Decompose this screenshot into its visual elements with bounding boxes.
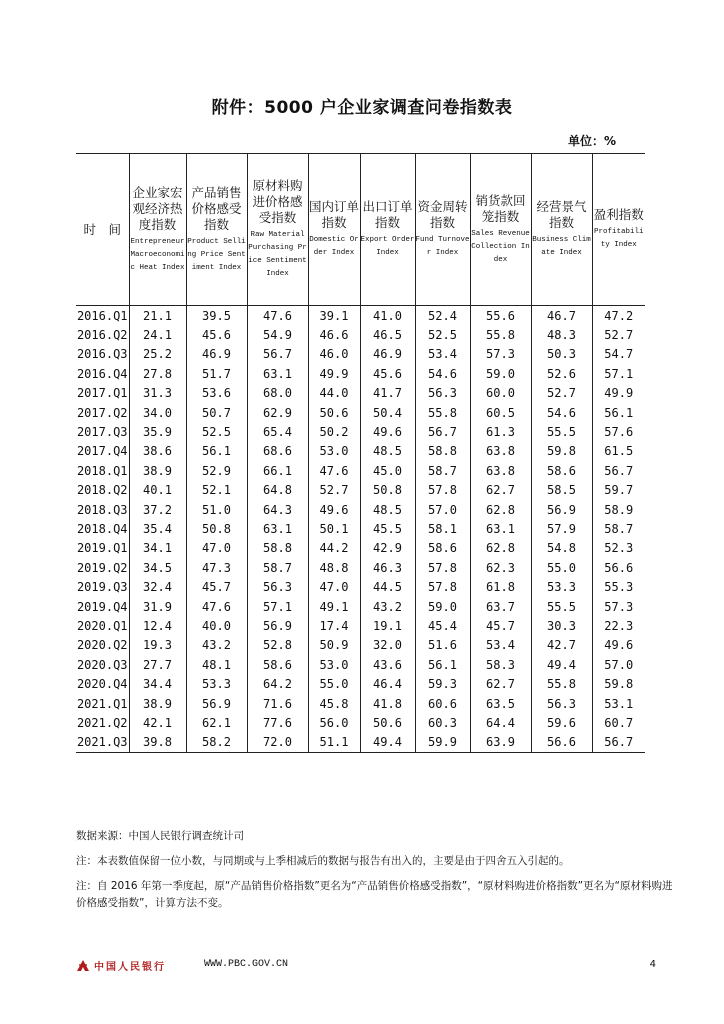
value-cell: 58.1 (415, 519, 470, 538)
table-row (76, 694, 645, 713)
value-cell: 34.1 (129, 539, 186, 558)
value-cell: 62.7 (470, 674, 531, 693)
value-cell: 63.5 (470, 694, 531, 713)
rename-note: 注：自 2016 年第一季度起，原“产品销售价格指数”更名为“产品销售价格感受指数”，“原材料购进价格指数”更名为“原材料购进价格感受指数”，计算方法不变。 (76, 880, 673, 909)
value-cell: 58.6 (531, 461, 592, 480)
value-cell: 53.4 (415, 345, 470, 364)
value-cell: 53.1 (592, 694, 645, 713)
value-cell: 58.8 (247, 539, 308, 558)
value-cell: 45.7 (470, 616, 531, 635)
value-cell: 31.3 (129, 384, 186, 403)
value-cell: 40.1 (129, 481, 186, 500)
value-cell: 55.8 (531, 674, 592, 693)
table-row (76, 422, 645, 441)
value-cell: 56.3 (415, 384, 470, 403)
period-cell: 2021.Q2 (76, 715, 128, 730)
value-cell: 57.8 (415, 577, 470, 596)
value-cell: 34.0 (129, 403, 186, 422)
value-cell: 62.8 (470, 539, 531, 558)
value-cell: 63.7 (470, 597, 531, 616)
value-cell: 35.9 (129, 422, 186, 441)
value-cell: 59.7 (592, 481, 645, 500)
value-cell: 49.6 (360, 422, 415, 441)
value-cell: 63.1 (470, 519, 531, 538)
value-cell: 27.7 (129, 655, 186, 674)
value-cell: 51.1 (308, 733, 360, 753)
value-cell: 58.3 (470, 655, 531, 674)
value-cell: 55.0 (308, 674, 360, 693)
value-cell: 54.6 (531, 403, 592, 422)
value-cell: 39.1 (308, 306, 360, 326)
value-cell: 44.2 (308, 539, 360, 558)
notes-section (76, 828, 676, 916)
value-cell: 57.3 (592, 597, 645, 616)
value-cell: 46.5 (360, 325, 415, 344)
value-cell: 50.1 (308, 519, 360, 538)
value-cell: 50.8 (360, 481, 415, 500)
value-cell: 56.7 (592, 733, 645, 753)
value-cell: 44.0 (308, 384, 360, 403)
value-cell: 60.3 (415, 713, 470, 732)
value-cell: 53.0 (308, 655, 360, 674)
value-cell: 63.9 (470, 733, 531, 753)
col-header-profitability: 盈利指数 Profitability Index (592, 154, 645, 306)
value-cell: 57.0 (592, 655, 645, 674)
value-cell: 56.7 (247, 345, 308, 364)
value-cell: 51.0 (186, 500, 247, 519)
period-cell: 2021.Q1 (76, 696, 128, 711)
value-cell: 19.3 (129, 636, 186, 655)
value-cell: 57.8 (415, 481, 470, 500)
period-cell: 2019.Q1 (76, 541, 128, 556)
value-cell: 45.6 (360, 364, 415, 383)
value-cell: 61.3 (470, 422, 531, 441)
value-cell: 47.6 (308, 461, 360, 480)
value-cell: 72.0 (247, 733, 308, 753)
period-cell: 2020.Q4 (76, 677, 128, 692)
value-cell: 46.4 (360, 674, 415, 693)
value-cell: 48.1 (186, 655, 247, 674)
value-cell: 53.6 (186, 384, 247, 403)
table-row (76, 519, 645, 538)
period-cell: 2020.Q3 (76, 657, 128, 672)
value-cell: 12.4 (129, 616, 186, 635)
value-cell: 64.4 (470, 713, 531, 732)
value-cell: 27.8 (129, 364, 186, 383)
value-cell: 57.0 (415, 500, 470, 519)
table-row (76, 403, 645, 422)
value-cell: 64.3 (247, 500, 308, 519)
value-cell: 53.3 (186, 674, 247, 693)
period-cell: 2017.Q2 (76, 405, 128, 420)
value-cell: 58.8 (415, 442, 470, 461)
value-cell: 31.9 (129, 597, 186, 616)
period-cell: 2018.Q3 (76, 502, 128, 517)
footer-url[interactable]: WWW.PBC.GOV.CN (204, 959, 289, 970)
value-cell: 34.4 (129, 674, 186, 693)
period-cell: 2016.Q3 (76, 347, 128, 362)
value-cell: 35.4 (129, 519, 186, 538)
col-header-macro-heat: 企业家宏观经济热度指数 Entrepreneur Macroeconomic Heat Index (129, 154, 186, 306)
value-cell: 56.7 (415, 422, 470, 441)
table-row (76, 558, 645, 577)
col-header-domestic-order: 国内订单指数 Domestic Order Index (308, 154, 360, 306)
col-header-selling-price: 产品销售价格感受指数 Product Selling Price Sentiment Index (186, 154, 247, 306)
value-cell: 52.4 (415, 306, 470, 326)
value-cell: 48.5 (360, 442, 415, 461)
value-cell: 59.6 (531, 713, 592, 732)
value-cell: 51.6 (415, 636, 470, 655)
value-cell: 47.0 (308, 577, 360, 596)
value-cell: 52.1 (186, 481, 247, 500)
table-row (76, 345, 645, 364)
value-cell: 53.4 (470, 636, 531, 655)
value-cell: 61.8 (470, 577, 531, 596)
value-cell: 55.8 (470, 325, 531, 344)
value-cell: 21.1 (129, 306, 186, 326)
value-cell: 62.1 (186, 713, 247, 732)
value-cell: 49.6 (308, 500, 360, 519)
value-cell: 45.0 (360, 461, 415, 480)
value-cell: 43.2 (360, 597, 415, 616)
period-cell: 2020.Q1 (76, 618, 128, 633)
value-cell: 68.6 (247, 442, 308, 461)
value-cell: 43.2 (186, 636, 247, 655)
value-cell: 54.8 (531, 539, 592, 558)
value-cell: 57.9 (531, 519, 592, 538)
value-cell: 53.3 (531, 577, 592, 596)
value-cell: 41.7 (360, 384, 415, 403)
table-row (76, 442, 645, 461)
value-cell: 52.7 (531, 384, 592, 403)
value-cell: 49.4 (360, 733, 415, 753)
value-cell: 62.7 (470, 481, 531, 500)
value-cell: 59.8 (531, 442, 592, 461)
table-row (76, 500, 645, 519)
pbc-logo-icon (76, 959, 90, 972)
period-cell: 2019.Q2 (76, 560, 128, 575)
value-cell: 34.5 (129, 558, 186, 577)
value-cell: 55.6 (470, 306, 531, 326)
value-cell: 56.9 (531, 500, 592, 519)
data-source-note: 数据来源：中国人民银行调查统计司 (76, 830, 244, 842)
value-cell: 49.4 (531, 655, 592, 674)
value-cell: 41.8 (360, 694, 415, 713)
value-cell: 25.2 (129, 345, 186, 364)
value-cell: 52.7 (592, 325, 645, 344)
value-cell: 57.8 (415, 558, 470, 577)
table-row (76, 461, 645, 480)
pbc-logo (76, 958, 166, 973)
table-row (76, 577, 645, 596)
value-cell: 50.8 (186, 519, 247, 538)
table-row (76, 616, 645, 635)
value-cell: 62.9 (247, 403, 308, 422)
page-footer (76, 958, 656, 976)
period-cell: 2017.Q1 (76, 386, 128, 401)
value-cell: 56.3 (531, 694, 592, 713)
value-cell: 46.7 (531, 306, 592, 326)
value-cell: 38.9 (129, 461, 186, 480)
value-cell: 47.3 (186, 558, 247, 577)
table-row (76, 364, 645, 383)
table-body (76, 306, 645, 753)
value-cell: 53.0 (308, 442, 360, 461)
value-cell: 50.6 (308, 403, 360, 422)
period-cell: 2017.Q3 (76, 425, 128, 440)
value-cell: 56.9 (247, 616, 308, 635)
value-cell: 38.9 (129, 694, 186, 713)
value-cell: 17.4 (308, 616, 360, 635)
value-cell: 47.0 (186, 539, 247, 558)
period-cell: 2018.Q4 (76, 521, 128, 536)
value-cell: 49.1 (308, 597, 360, 616)
value-cell: 56.6 (592, 558, 645, 577)
value-cell: 77.6 (247, 713, 308, 732)
col-header-raw-material: 原材料购进价格感受指数 Raw Material Purchasing Price Sentiment Index (247, 154, 308, 306)
value-cell: 59.0 (415, 597, 470, 616)
period-cell: 2016.Q2 (76, 328, 128, 343)
value-cell: 49.9 (308, 364, 360, 383)
table-row (76, 655, 645, 674)
unit-label: 单位：% (567, 134, 616, 148)
logo-text: 中国人民银行 (94, 962, 166, 973)
value-cell: 56.6 (531, 733, 592, 753)
value-cell: 60.5 (470, 403, 531, 422)
value-cell: 32.4 (129, 577, 186, 596)
table-row (76, 733, 645, 753)
value-cell: 71.6 (247, 694, 308, 713)
page-title: 附件：5000 户企业家调查问卷指数表 (211, 98, 513, 118)
period-cell: 2017.Q4 (76, 444, 128, 459)
value-cell: 56.1 (186, 442, 247, 461)
value-cell: 52.5 (186, 422, 247, 441)
value-cell: 43.6 (360, 655, 415, 674)
value-cell: 63.8 (470, 442, 531, 461)
value-cell: 50.2 (308, 422, 360, 441)
value-cell: 42.1 (129, 713, 186, 732)
page-number: 4 (649, 959, 656, 970)
table-row (76, 674, 645, 693)
value-cell: 46.9 (360, 345, 415, 364)
period-cell: 2020.Q2 (76, 638, 128, 653)
header-row (76, 154, 645, 306)
value-cell: 57.3 (470, 345, 531, 364)
period-cell: 2019.Q3 (76, 580, 128, 595)
value-cell: 57.6 (592, 422, 645, 441)
value-cell: 63.1 (247, 364, 308, 383)
value-cell: 63.1 (247, 519, 308, 538)
value-cell: 41.0 (360, 306, 415, 326)
value-cell: 45.4 (415, 616, 470, 635)
table-row (76, 325, 645, 344)
rounding-note: 注：本表数值保留一位小数，与同期或与上季相减后的数据与报告有出入的，主要是由于四舍五入引起的。 (76, 855, 570, 867)
period-cell: 2018.Q2 (76, 483, 128, 498)
value-cell: 24.1 (129, 325, 186, 344)
table-row (76, 597, 645, 616)
value-cell: 30.3 (531, 616, 592, 635)
value-cell: 60.6 (415, 694, 470, 713)
value-cell: 58.6 (415, 539, 470, 558)
value-cell: 48.8 (308, 558, 360, 577)
table-row (76, 384, 645, 403)
value-cell: 46.9 (186, 345, 247, 364)
value-cell: 37.2 (129, 500, 186, 519)
value-cell: 39.8 (129, 733, 186, 753)
value-cell: 63.8 (470, 461, 531, 480)
index-table (76, 153, 645, 753)
value-cell: 64.8 (247, 481, 308, 500)
value-cell: 48.3 (531, 325, 592, 344)
period-cell: 2016.Q4 (76, 366, 128, 381)
value-cell: 49.6 (592, 636, 645, 655)
value-cell: 32.0 (360, 636, 415, 655)
value-cell: 57.1 (592, 364, 645, 383)
value-cell: 61.5 (592, 442, 645, 461)
value-cell: 60.7 (592, 713, 645, 732)
value-cell: 56.9 (186, 694, 247, 713)
value-cell: 45.7 (186, 577, 247, 596)
table-row (76, 713, 645, 732)
value-cell: 47.2 (592, 306, 645, 326)
value-cell: 22.3 (592, 616, 645, 635)
period-cell: 2018.Q1 (76, 463, 128, 478)
value-cell: 50.7 (186, 403, 247, 422)
value-cell: 60.0 (470, 384, 531, 403)
table-row (76, 539, 645, 558)
value-cell: 55.0 (531, 558, 592, 577)
value-cell: 54.9 (247, 325, 308, 344)
value-cell: 56.0 (308, 713, 360, 732)
value-cell: 58.7 (247, 558, 308, 577)
value-cell: 50.9 (308, 636, 360, 655)
value-cell: 45.8 (308, 694, 360, 713)
table-row (76, 306, 645, 326)
value-cell: 52.5 (415, 325, 470, 344)
value-cell: 42.9 (360, 539, 415, 558)
value-cell: 49.9 (592, 384, 645, 403)
value-cell: 45.6 (186, 325, 247, 344)
value-cell: 52.7 (308, 481, 360, 500)
value-cell: 64.2 (247, 674, 308, 693)
value-cell: 48.5 (360, 500, 415, 519)
value-cell: 58.7 (592, 519, 645, 538)
value-cell: 52.8 (247, 636, 308, 655)
col-header-fund-turnover: 资金周转指数 Fund Turnover Index (415, 154, 470, 306)
value-cell: 46.3 (360, 558, 415, 577)
value-cell: 51.7 (186, 364, 247, 383)
value-cell: 55.3 (592, 577, 645, 596)
col-header-sales-revenue: 销货款回笼指数 Sales Revenue Collection Index (470, 154, 531, 306)
value-cell: 57.1 (247, 597, 308, 616)
value-cell: 66.1 (247, 461, 308, 480)
value-cell: 58.9 (592, 500, 645, 519)
value-cell: 39.5 (186, 306, 247, 326)
value-cell: 47.6 (247, 306, 308, 326)
value-cell: 40.0 (186, 616, 247, 635)
value-cell: 50.6 (360, 713, 415, 732)
value-cell: 59.9 (415, 733, 470, 753)
value-cell: 55.8 (415, 403, 470, 422)
value-cell: 54.7 (592, 345, 645, 364)
value-cell: 65.4 (247, 422, 308, 441)
value-cell: 44.5 (360, 577, 415, 596)
value-cell: 59.0 (470, 364, 531, 383)
value-cell: 54.6 (415, 364, 470, 383)
value-cell: 62.8 (470, 500, 531, 519)
col-header-time: 时 间 (76, 154, 129, 306)
table-row (76, 636, 645, 655)
value-cell: 56.1 (415, 655, 470, 674)
value-cell: 52.9 (186, 461, 247, 480)
value-cell: 59.8 (592, 674, 645, 693)
period-cell: 2021.Q3 (76, 735, 128, 750)
value-cell: 52.3 (592, 539, 645, 558)
value-cell: 50.4 (360, 403, 415, 422)
value-cell: 46.0 (308, 345, 360, 364)
value-cell: 59.3 (415, 674, 470, 693)
value-cell: 56.1 (592, 403, 645, 422)
value-cell: 58.6 (247, 655, 308, 674)
value-cell: 50.3 (531, 345, 592, 364)
table-row (76, 481, 645, 500)
col-header-business-climate: 经营景气指数 Business Climate Index (531, 154, 592, 306)
value-cell: 38.6 (129, 442, 186, 461)
value-cell: 45.5 (360, 519, 415, 538)
value-cell: 46.6 (308, 325, 360, 344)
value-cell: 58.5 (531, 481, 592, 500)
value-cell: 55.5 (531, 597, 592, 616)
value-cell: 56.7 (592, 461, 645, 480)
value-cell: 58.7 (415, 461, 470, 480)
value-cell: 47.6 (186, 597, 247, 616)
value-cell: 62.3 (470, 558, 531, 577)
period-cell: 2016.Q1 (76, 308, 128, 323)
value-cell: 19.1 (360, 616, 415, 635)
value-cell: 58.2 (186, 733, 247, 753)
value-cell: 56.3 (247, 577, 308, 596)
value-cell: 68.0 (247, 384, 308, 403)
value-cell: 42.7 (531, 636, 592, 655)
col-header-export-order: 出口订单指数 Export Order Index (360, 154, 415, 306)
value-cell: 55.5 (531, 422, 592, 441)
period-cell: 2019.Q4 (76, 599, 128, 614)
value-cell: 52.6 (531, 364, 592, 383)
